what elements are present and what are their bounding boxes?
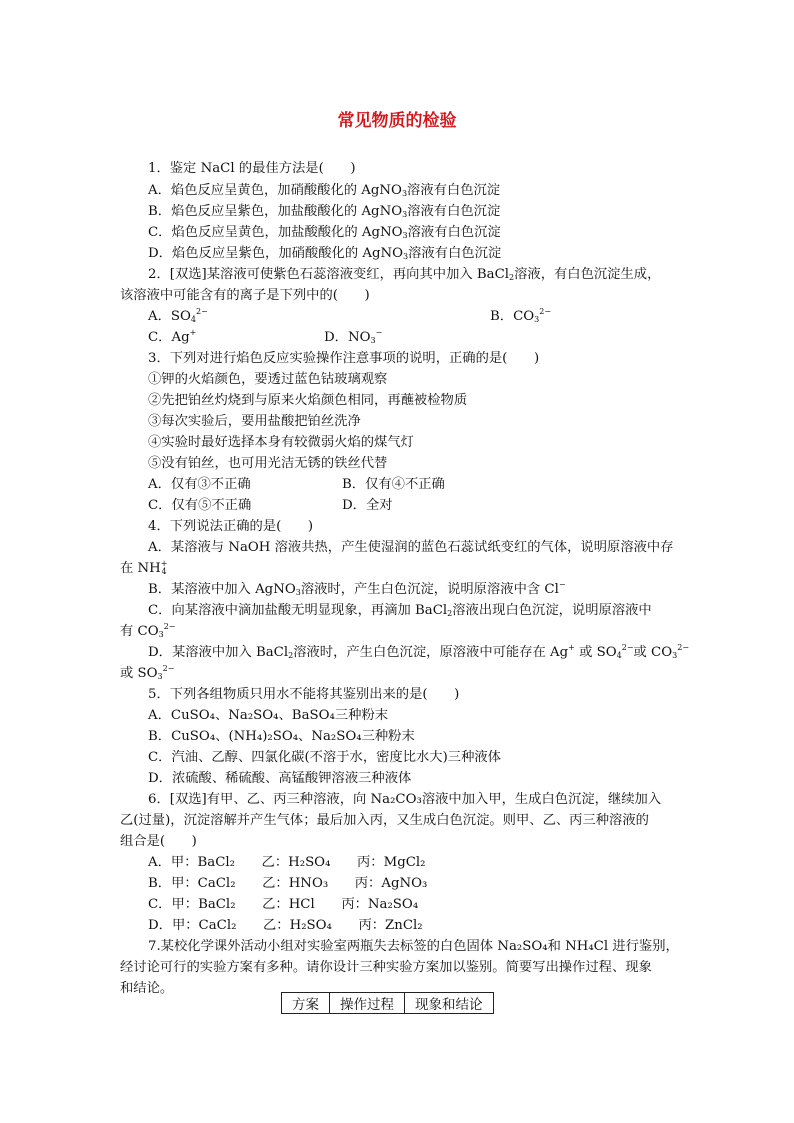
q3-stem: 3．下列对进行焰色反应实验操作注意事项的说明，正确的是( ): [148, 351, 540, 366]
q6-option-a: A．甲：BaCl₂ 乙：H₂SO₄ 丙：MgCl₂: [148, 855, 426, 870]
q4-option-c-line1: C．向某溶液中滴加盐酸无明显现象，再滴加 BaCl$_2$溶液出现白色沉淀，说明原溶液中: [148, 603, 652, 618]
q3-statement-1: ①钾的火焰颜色，要透过蓝色钴玻璃观察: [148, 372, 388, 387]
q2-options-ab: [148, 306, 552, 327]
q2-stem-line1: 2．[双选]某溶液可使紫色石蕊溶液变红，再向其中加入 BaCl$_2$溶液，有白色沉淀生成，: [148, 267, 661, 282]
q6-stem-line1: 6．[双选]有甲、乙、丙三种溶液，向 Na₂CO₃溶液中加入甲，生成白色沉淀，继续加入: [148, 792, 662, 807]
q3-statement-2: ②先把铂丝灼烧到与原来火焰颜色相同，再蘸被检物质: [148, 393, 468, 408]
q4-option-a-line2: 在 $NH^+_4$: [120, 559, 168, 576]
q1-option-c: C．焰色反应呈黄色，加盐酸酸化的 AgNO$_3$溶液有白色沉淀: [148, 225, 501, 240]
table-header-plan: 方案: [282, 993, 330, 1014]
q1-option-d: D．焰色反应呈紫色，加硝酸酸化的 AgNO$_3$溶液有白色沉淀: [148, 246, 502, 261]
q7-stem-line2: 经讨论可行的实验方案有多种。请你设计三种实验方案加以鉴别。简要写出操作过程、现象: [120, 960, 652, 975]
q2-option-d: D．$NO_3^-$: [324, 328, 383, 345]
q3-statement-3: ③每次实验后，要用盐酸把铂丝洗净: [148, 414, 361, 429]
q3-options-ab: [148, 474, 445, 495]
q3-statement-5: ⑤没有铂丝，也可用光洁无锈的铁丝代替: [148, 456, 388, 471]
q4-stem: 4．下列说法正确的是( ): [148, 519, 314, 534]
q2-option-a: A．$SO_4^{2-}$: [148, 307, 208, 324]
answer-table: [281, 992, 494, 1014]
q4-option-d-line2: 或 $SO_3^{2-}$: [120, 664, 175, 681]
table-header-procedure: 操作过程: [330, 993, 405, 1014]
q5-stem: 5．下列各组物质只用水不能将其鉴别出来的是( ): [148, 687, 460, 702]
table-header-row: [282, 993, 494, 1014]
q3-statement-4: ④实验时最好选择本身有较微弱火焰的煤气灯: [148, 435, 414, 450]
q2-option-c: C．Ag+: [148, 328, 197, 345]
q6-option-c: C．甲：BaCl₂ 乙：HCl 丙：Na₂SO₄: [148, 897, 419, 912]
q4-option-a-line1: A．某溶液与 NaOH 溶液共热，产生使湿润的蓝色石蕊试纸变红的气体，说明原溶液中存: [148, 540, 674, 555]
q1-option-a: A．焰色反应呈黄色，加硝酸酸化的 AgNO$_3$溶液有白色沉淀: [148, 183, 501, 198]
q4-option-c-line2: 有 $CO_3^{2-}$: [120, 622, 176, 639]
q1-option-b: B．焰色反应呈紫色，加盐酸酸化的 AgNO$_3$溶液有白色沉淀: [148, 204, 501, 219]
q5-option-a: A．CuSO₄、Na₂SO₄、BaSO₄三种粉末: [148, 708, 389, 723]
q2-option-b: B．$CO_3^{2-}$: [490, 307, 552, 324]
q6-stem-line2: 乙(过量)，沉淀溶解并产生气体；最后加入丙，又生成白色沉淀。则甲、乙、丙三种溶液的: [120, 813, 649, 828]
q5-option-c: C．汽油、乙醇、四氯化碳(不溶于水，密度比水大)三种液体: [148, 750, 501, 765]
q5-option-d: D．浓硫酸、稀硫酸、高锰酸钾溶液三种液体: [148, 771, 412, 786]
q7-stem-line3: 和结论。: [120, 981, 174, 996]
q3-option-c: C．仅有⑤不正确: [148, 498, 252, 513]
q3-option-a: A．仅有③不正确: [148, 477, 251, 492]
q1-stem: 1．鉴定 NaCl 的最佳方法是( ): [148, 161, 356, 176]
q4-option-d-line1: D．某溶液中加入 BaCl$_2$溶液时，产生白色沉淀，原溶液中可能存在 Ag+ 或 $SO_4^{2-}$或 $CO_3^{2-}$: [148, 643, 690, 660]
q6-stem-line3: 组合是( ): [120, 834, 197, 849]
q2-options-cd: [148, 327, 383, 348]
q6-option-b: B．甲：CaCl₂ 乙：HNO₃ 丙：AgNO₃: [148, 876, 428, 891]
page-title: 常见物质的检验: [337, 111, 457, 131]
q3-option-b: B．仅有④不正确: [342, 477, 445, 492]
q3-option-d: D．全对: [342, 498, 393, 513]
q7-stem-line1: 7.某校化学课外活动小组对实验室两瓶失去标签的白色固体 Na₂SO₄和 NH₄Cl 进行鉴别，: [148, 939, 679, 954]
table-header-result: 现象和结论: [405, 993, 494, 1014]
q5-option-b: B．CuSO₄、(NH₄)₂SO₄、Na₂SO₄三种粉末: [148, 729, 415, 744]
q6-option-d: D．甲：CaCl₂ 乙：H₂SO₄ 丙：ZnCl₂: [148, 918, 423, 933]
q2-stem-line2: 该溶液中可能含有的离子是下列中的( ): [120, 288, 370, 303]
q4-option-b: B．某溶液中加入 AgNO$_3$溶液时，产生白色沉淀，说明原溶液中含 Cl−: [148, 580, 566, 597]
q3-options-cd: [148, 495, 393, 516]
